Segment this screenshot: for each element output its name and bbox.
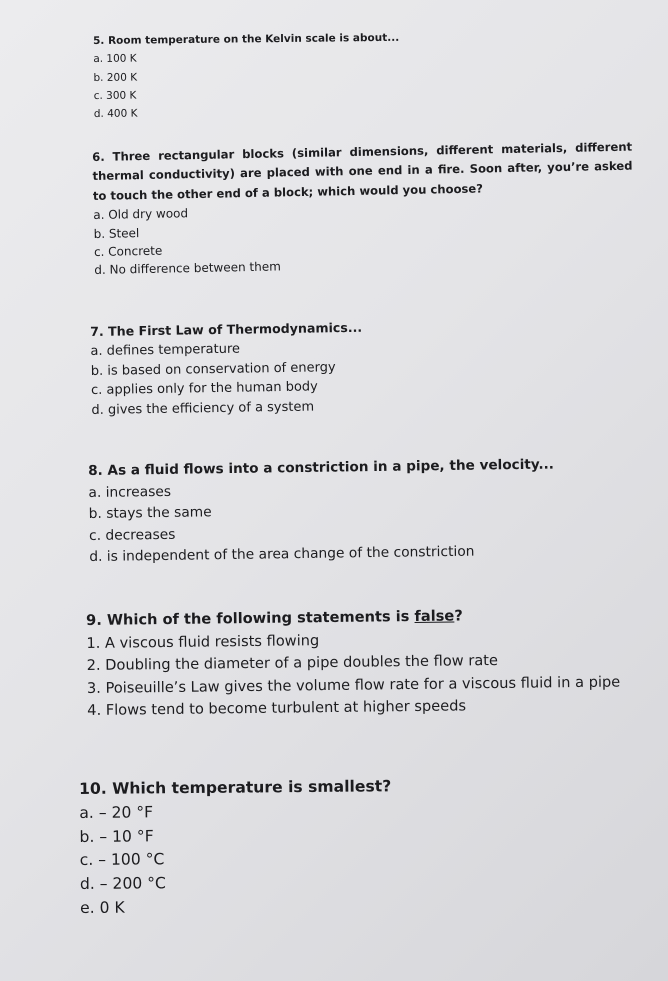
question-5-option-b: b. 200 K [93,71,138,84]
question-9-statement-2: 2. Doubling the diameter of a pipe doubles the flow rate [86,652,499,675]
question-7-option-d: d. gives the efficiency of a system [91,399,315,418]
question-8-option-c: c. decreases [88,526,176,544]
question-5-option-a: a. 100 K [93,52,137,66]
question-10 [79,773,600,920]
question-9-statement-3: 3. Poiseuille’s Law gives the volume flow rate for a viscous fluid in a pipe [86,673,621,697]
question-6-option-d: d. No difference between them [94,259,281,278]
question-10-option-c: c. – 100 °C [79,850,165,870]
question-10-option-a: a. – 20 °F [79,803,154,822]
question-8-stem: 8. As a fluid flows into a constriction in a pipe, the velocity... [88,456,555,479]
question-7-stem: 7. The First Law of Thermodynamics... [90,319,363,339]
question-10-option-d: d. – 200 °C [79,874,166,894]
question-9 [86,603,657,723]
question-5-option-c: c. 300 K [93,89,137,102]
question-8-option-a: a. increases [88,483,172,501]
question-10-option-e: e. 0 K [80,898,125,917]
question-9-stem-prefix: 9. Which of the following statements is [86,607,415,629]
question-7-option-a: a. defines temperature [90,341,241,359]
question-6 [92,138,634,280]
question-7 [90,314,611,421]
question-9-statement-1: 1. A viscous fluid resists flowing [86,631,320,652]
question-5-stem: 5. Room temperature on the Kelvin scale is about... [93,31,400,47]
question-9-stem-suffix: ? [454,607,463,625]
question-6-stem: 6. Three rectangular blocks (similar dimensions, different materials, different thermal conductivity) are placed with one end in a fire. Soon after, you’re asked to touch the other end of a block; which would you choose? [92,139,633,203]
question-6-option-b: b. Steel [93,225,140,241]
question-10-option-b: b. – 10 °F [79,826,154,846]
question-8-option-d: d. is independent of the area change of the constriction [89,543,475,565]
question-7-option-b: b. is based on conservation of energy [90,359,336,379]
question-6-option-a: a. Old dry wood [93,206,189,223]
question-9-statement-4: 4. Flows tend to become turbulent at higher speeds [87,697,467,720]
question-8 [88,453,629,568]
question-6-option-c: c. Concrete [93,243,163,260]
question-10-stem: 10. Which temperature is smallest? [79,777,392,798]
question-5 [93,27,614,124]
question-9-stem-underlined: false [414,607,455,625]
question-7-option-c: c. applies only for the human body [90,379,318,399]
question-5-option-d: d. 400 K [93,107,138,121]
question-8-option-b: b. stays the same [88,504,212,522]
